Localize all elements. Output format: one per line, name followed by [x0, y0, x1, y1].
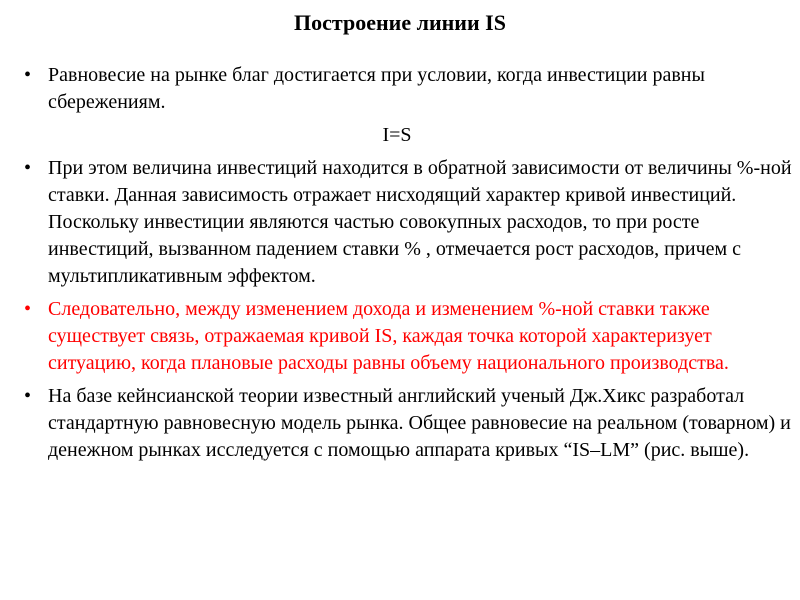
slide-title: Построение линии IS [294, 10, 506, 35]
bullet-list [22, 62, 792, 470]
bullet-text: Равновесие на рынке благ достигается при условии, когда инвестиции равны сбережениям. [48, 64, 705, 113]
bullet-item-investment [22, 155, 792, 290]
bullet-item-equilibrium [22, 62, 792, 116]
bullet-dot-icon: • [24, 64, 32, 86]
bullet-text: На базе кейнсианской теории известный английский ученый Дж.Хикс разработал стандартную равновесную модель рынка. Общее равновесие на реальном (товарном) и денежном рынках исследуется с помощью аппарата кривых “IS–LM” (рис. выше). [48, 385, 791, 461]
formula-i-equals-s: I=S [382, 124, 412, 146]
bullet-text: При этом величина инвестиций находится в обратной зависимости от величины %-ной ставки. Данная зависимость отражает нисходящий характер кривой инвестиций. Поскольку инвестиции являются частью совокупных расходов, то при росте инвестиций, вызванном падением ставки % , отмечается рост расходов, причем с мультипликативным эффектом. [48, 157, 792, 287]
bullet-dot-icon: • [24, 157, 32, 179]
bullet-item-is-curve [22, 296, 792, 377]
bullet-dot-icon: • [24, 298, 32, 320]
bullet-item-hicks [22, 383, 792, 464]
bullet-text: Следовательно, между изменением дохода и изменением %-ной ставки также существует связь, отражаемая кривой IS, каждая точка которой характеризует ситуацию, когда плановые расходы равны объему национального производства. [48, 298, 729, 374]
bullet-dot-icon: • [24, 385, 32, 407]
